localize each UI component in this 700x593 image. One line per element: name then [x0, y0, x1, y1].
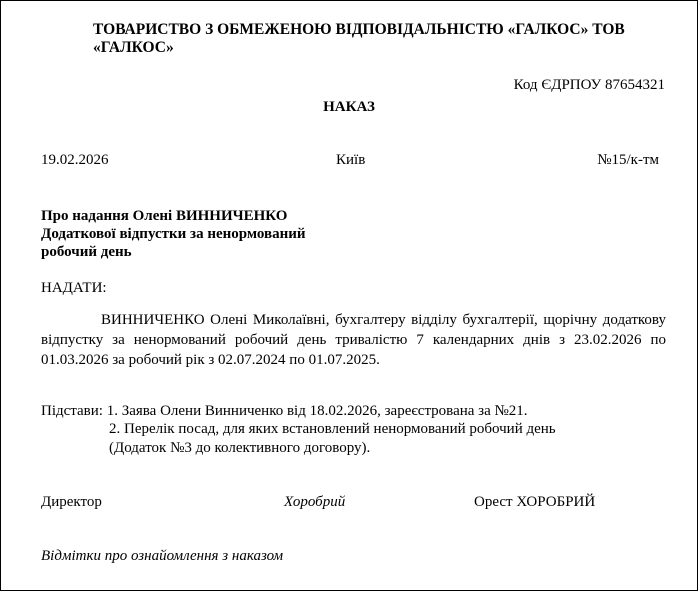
- subject-line2: Додаткової відпустки за ненормований: [41, 226, 306, 242]
- organization-name: [93, 21, 653, 57]
- order-subject: [41, 207, 306, 261]
- order-date: 19.02.2026: [41, 152, 109, 168]
- grant-label: НАДАТИ:: [41, 280, 107, 296]
- order-body-text: ВИННИЧЕНКО Олені Миколаївні, бухгалтеру відділу бухгалтерії, щорічну додаткову відпустку за ненормований робочий день тривалістю 7 календарних днів з 23.02.2026 по 01.03.2026 за робочий рік з 02.07.2024 по 01.07.2025.: [41, 312, 666, 368]
- handwritten-signature: Хоробрий: [284, 494, 346, 510]
- organization-name-line1: ТОВАРИСТВО З ОБМЕЖЕНОЮ ВІДПОВІДАЛЬНІСТЮ «ГАЛКОС» ТОВ: [93, 21, 625, 38]
- edrpou-code: Код ЄДРПОУ 87654321: [513, 77, 665, 93]
- order-number: №15/к-тм: [597, 152, 659, 168]
- subject-line3: робочий день: [41, 244, 132, 260]
- document-title: НАКАЗ: [323, 99, 375, 115]
- subject-line1: Про надання Олені ВИННИЧЕНКО: [41, 208, 288, 224]
- basis-line1: Підстави: 1. Заява Олени Винниченко від 18.02.2026, зареєстрована за №21.: [41, 403, 528, 419]
- organization-name-line2: «ГАЛКОС»: [93, 39, 174, 56]
- signatory-name: Орест ХОРОБРИЙ: [474, 494, 596, 510]
- order-city: Київ: [336, 152, 366, 168]
- signatory-position: Директор: [41, 494, 102, 510]
- basis-line2: 2. Перелік посад, для яких встановлений ненормований робочий день: [109, 421, 556, 437]
- acknowledgement-note: Відмітки про ознайомлення з наказом: [41, 548, 284, 564]
- basis-line3: (Додаток №3 до колективного договору).: [109, 440, 371, 456]
- order-body: [41, 310, 666, 370]
